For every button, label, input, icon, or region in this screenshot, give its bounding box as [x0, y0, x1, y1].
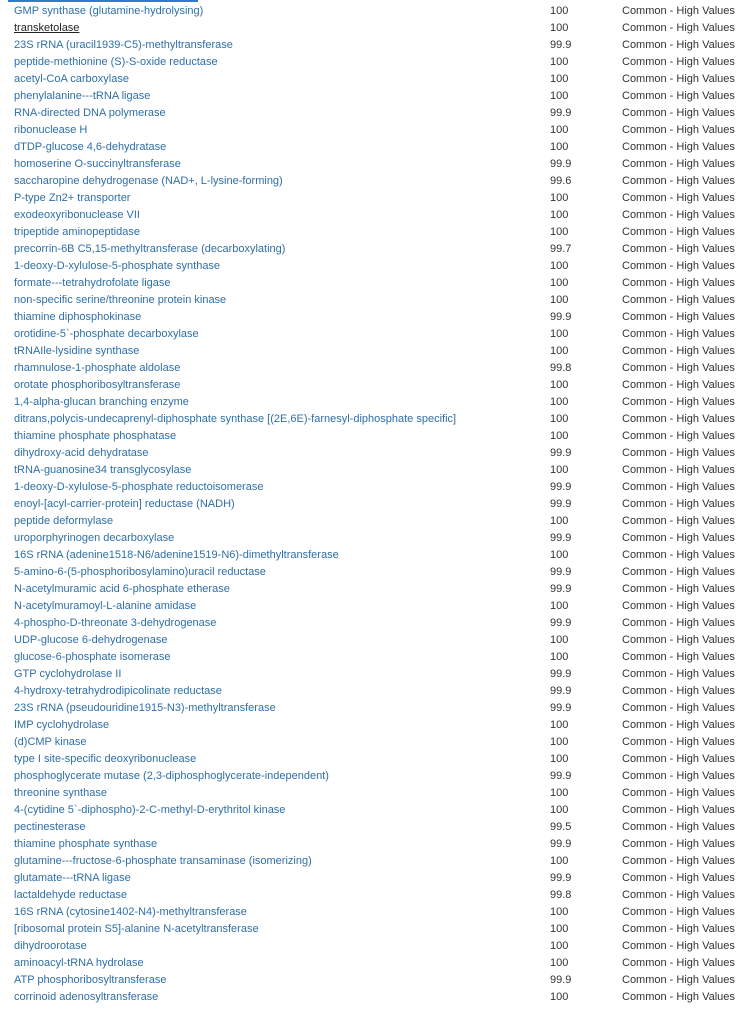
score-value: 100: [550, 787, 569, 799]
score-value: 100: [550, 22, 569, 34]
table-row: [0, 649, 745, 666]
table-row: [0, 989, 745, 1006]
category-label: Common - High Values: [622, 260, 735, 272]
score-value: 99.9: [550, 838, 572, 850]
score-value: 100: [550, 940, 569, 952]
table-row: [0, 190, 745, 207]
score-value: 100: [550, 855, 569, 867]
table-row: [0, 343, 745, 360]
category-label: Common - High Values: [622, 498, 735, 510]
category-label: Common - High Values: [622, 345, 735, 357]
category-label: Common - High Values: [622, 821, 735, 833]
category-label: Common - High Values: [622, 430, 735, 442]
category-label: Common - High Values: [622, 277, 735, 289]
table-row: [0, 326, 745, 343]
category-label: Common - High Values: [622, 668, 735, 680]
table-row: [0, 54, 745, 71]
table-row: [0, 632, 745, 649]
category-label: Common - High Values: [622, 243, 735, 255]
table-row: [0, 904, 745, 921]
score-value: 100: [550, 379, 569, 391]
table-row: [0, 615, 745, 632]
score-value: 100: [550, 328, 569, 340]
category-label: Common - High Values: [622, 362, 735, 374]
category-label: Common - High Values: [622, 617, 735, 629]
table-row: [0, 445, 745, 462]
score-value: 99.9: [550, 685, 572, 697]
category-label: Common - High Values: [622, 396, 735, 408]
score-value: 100: [550, 464, 569, 476]
enzyme-name-link[interactable]: enoyl-[acyl-carrier-protein] reductase (NADH): [14, 498, 235, 510]
score-value: 99.8: [550, 362, 572, 374]
enzyme-name-link[interactable]: glutamine---fructose-6-phosphate transaminase (isomerizing): [14, 855, 312, 867]
enzyme-name-link[interactable]: N-acetylmuramic acid 6-phosphate etherase: [14, 583, 230, 595]
score-value: 99.9: [550, 39, 572, 51]
category-label: Common - High Values: [622, 787, 735, 799]
score-value: 100: [550, 906, 569, 918]
score-value: 99.9: [550, 702, 572, 714]
score-value: 100: [550, 73, 569, 85]
score-value: 100: [550, 430, 569, 442]
enzyme-name-link[interactable]: 5-amino-6-(5-phosphoribosylamino)uracil reductase: [14, 566, 266, 578]
score-value: 99.9: [550, 158, 572, 170]
score-value: 100: [550, 124, 569, 136]
enzyme-name-link[interactable]: uroporphyrinogen decarboxylase: [14, 532, 175, 544]
table-row: [0, 819, 745, 836]
category-label: Common - High Values: [622, 379, 735, 391]
table-row: [0, 938, 745, 955]
enzyme-name-link[interactable]: 1-deoxy-D-xylulose-5-phosphate reductoisomerase: [14, 481, 264, 493]
table-row: [0, 564, 745, 581]
table-row: [0, 360, 745, 377]
enzyme-name-link[interactable]: threonine synthase: [14, 787, 107, 799]
score-value: 99.9: [550, 498, 572, 510]
category-label: Common - High Values: [622, 447, 735, 459]
table-row: [0, 224, 745, 241]
enzyme-name-link[interactable]: formate---tetrahydrofolate ligase: [14, 277, 171, 289]
table-row: [0, 88, 745, 105]
score-value: 100: [550, 209, 569, 221]
table-row: [0, 377, 745, 394]
score-value: 100: [550, 991, 569, 1003]
enzyme-name-link[interactable]: lactaldehyde reductase: [14, 889, 128, 901]
category-label: Common - High Values: [622, 736, 735, 748]
enzyme-name-link[interactable]: UDP-glucose 6-dehydrogenase: [14, 634, 168, 646]
category-label: Common - High Values: [622, 73, 735, 85]
category-label: Common - High Values: [622, 974, 735, 986]
score-value: 100: [550, 413, 569, 425]
table-row: [0, 853, 745, 870]
table-row: [0, 173, 745, 190]
enzyme-name-link[interactable]: (d)CMP kinase: [14, 736, 87, 748]
enzyme-name-link[interactable]: thiamine phosphate synthase: [14, 838, 158, 850]
score-value: 100: [550, 634, 569, 646]
enzyme-name-link[interactable]: tripeptide aminopeptidase: [14, 226, 140, 238]
score-value: 99.9: [550, 311, 572, 323]
table-row: [0, 785, 745, 802]
enzyme-name-link[interactable]: 23S rRNA (pseudouridine1915-N3)-methyltransferase: [14, 702, 276, 714]
table-row: [0, 309, 745, 326]
score-value: 99.5: [550, 821, 572, 833]
enzyme-name-link[interactable]: orotate phosphoribosyltransferase: [14, 379, 181, 391]
category-label: Common - High Values: [622, 226, 735, 238]
score-value: 100: [550, 600, 569, 612]
table-row: [0, 496, 745, 513]
enzyme-name-link[interactable]: IMP cyclohydrolase: [14, 719, 110, 731]
category-label: Common - High Values: [622, 855, 735, 867]
category-label: Common - High Values: [622, 413, 735, 425]
enzyme-name-link[interactable]: tRNAIle-lysidine synthase: [14, 345, 140, 357]
score-value: 99.9: [550, 974, 572, 986]
category-label: Common - High Values: [622, 719, 735, 731]
score-value: 99.9: [550, 532, 572, 544]
enzyme-name-link[interactable]: rhamnulose-1-phosphate aldolase: [14, 362, 181, 374]
enzyme-name-link[interactable]: RNA-directed DNA polymerase: [14, 107, 166, 119]
category-label: Common - High Values: [622, 56, 735, 68]
scroll-indicator-bar: [8, 0, 198, 2]
table-row: [0, 870, 745, 887]
category-label: Common - High Values: [622, 940, 735, 952]
table-row: [0, 3, 745, 20]
enzyme-name-link[interactable]: saccharopine dehydrogenase (NAD+, L-lysine-forming): [14, 175, 283, 187]
enzyme-name-link[interactable]: acetyl-CoA carboxylase: [14, 73, 129, 85]
score-value: 99.9: [550, 566, 572, 578]
score-value: 100: [550, 923, 569, 935]
score-value: 100: [550, 5, 569, 17]
category-label: Common - High Values: [622, 702, 735, 714]
enzyme-name-link[interactable]: dTDP-glucose 4,6-dehydratase: [14, 141, 167, 153]
category-label: Common - High Values: [622, 481, 735, 493]
table-row: [0, 411, 745, 428]
score-value: 99.9: [550, 583, 572, 595]
score-value: 100: [550, 294, 569, 306]
category-label: Common - High Values: [622, 549, 735, 561]
enzyme-table: [0, 3, 745, 1006]
category-label: Common - High Values: [622, 294, 735, 306]
table-row: [0, 666, 745, 683]
category-label: Common - High Values: [622, 464, 735, 476]
category-label: Common - High Values: [622, 5, 735, 17]
category-label: Common - High Values: [622, 566, 735, 578]
score-value: 100: [550, 736, 569, 748]
score-value: 100: [550, 549, 569, 561]
enzyme-name-link[interactable]: [ribosomal protein S5]-alanine N-acetyltransferase: [14, 923, 259, 935]
score-value: 100: [550, 957, 569, 969]
enzyme-name-link[interactable]: peptide-methionine (S)-S-oxide reductase: [14, 56, 218, 68]
category-label: Common - High Values: [622, 753, 735, 765]
category-label: Common - High Values: [622, 90, 735, 102]
table-row: [0, 717, 745, 734]
enzyme-name-link[interactable]: 16S rRNA (adenine1518-N6/adenine1519-N6)-dimethyltransferase: [14, 549, 339, 561]
score-value: 100: [550, 56, 569, 68]
table-row: [0, 122, 745, 139]
table-row: [0, 972, 745, 989]
category-label: Common - High Values: [622, 600, 735, 612]
table-row: [0, 292, 745, 309]
category-label: Common - High Values: [622, 583, 735, 595]
table-row: [0, 105, 745, 122]
table-row: [0, 921, 745, 938]
table-row: [0, 428, 745, 445]
score-value: 99.9: [550, 617, 572, 629]
table-row: [0, 751, 745, 768]
enzyme-name-link[interactable]: ditrans,polycis-undecaprenyl-diphosphate synthase [(2E,6E)-farnesyl-diphosphate specific]: [14, 413, 457, 425]
score-value: 100: [550, 226, 569, 238]
score-value: 99.7: [550, 243, 572, 255]
score-value: 100: [550, 141, 569, 153]
category-label: Common - High Values: [622, 107, 735, 119]
table-row: [0, 734, 745, 751]
enzyme-name-link[interactable]: dihydroorotase: [14, 940, 87, 952]
table-row: [0, 462, 745, 479]
table-row: [0, 20, 745, 37]
enzyme-name-link[interactable]: ribonuclease H: [14, 124, 88, 136]
table-row: [0, 275, 745, 292]
enzyme-name-link[interactable]: 23S rRNA (uracil1939-C5)-methyltransferase: [14, 39, 233, 51]
enzyme-name-link[interactable]: type I site-specific deoxyribonuclease: [14, 753, 197, 765]
score-value: 100: [550, 753, 569, 765]
score-value: 99.6: [550, 175, 572, 187]
table-row: [0, 258, 745, 275]
category-label: Common - High Values: [622, 311, 735, 323]
score-value: 100: [550, 192, 569, 204]
score-value: 100: [550, 719, 569, 731]
enzyme-name-link[interactable]: thiamine phosphate phosphatase: [14, 430, 177, 442]
enzyme-name-link[interactable]: aminoacyl-tRNA hydrolase: [14, 957, 144, 969]
category-label: Common - High Values: [622, 634, 735, 646]
score-value: 100: [550, 90, 569, 102]
table-row: [0, 71, 745, 88]
table-row: [0, 700, 745, 717]
enzyme-name-link[interactable]: N-acetylmuramoyl-L-alanine amidase: [14, 600, 197, 612]
category-label: Common - High Values: [622, 141, 735, 153]
category-label: Common - High Values: [622, 804, 735, 816]
enzyme-name-link[interactable]: GMP synthase (glutamine-hydrolysing): [14, 5, 204, 17]
category-label: Common - High Values: [622, 651, 735, 663]
category-label: Common - High Values: [622, 124, 735, 136]
category-label: Common - High Values: [622, 192, 735, 204]
score-value: 100: [550, 651, 569, 663]
category-label: Common - High Values: [622, 532, 735, 544]
enzyme-name-link[interactable]: 4-hydroxy-tetrahydrodipicolinate reductase: [14, 685, 222, 697]
category-label: Common - High Values: [622, 991, 735, 1003]
enzyme-name-link[interactable]: exodeoxyribonuclease VII: [14, 209, 140, 221]
enzyme-name-link[interactable]: P-type Zn2+ transporter: [14, 192, 131, 204]
enzyme-name-link[interactable]: dihydroxy-acid dehydratase: [14, 447, 149, 459]
table-row: [0, 598, 745, 615]
score-value: 100: [550, 345, 569, 357]
table-row: [0, 683, 745, 700]
score-value: 100: [550, 277, 569, 289]
table-row: [0, 207, 745, 224]
enzyme-name-link[interactable]: ATP phosphoribosyltransferase: [14, 974, 167, 986]
score-value: 99.9: [550, 447, 572, 459]
table-row: [0, 37, 745, 54]
enzyme-name-link[interactable]: 16S rRNA (cytosine1402-N4)-methyltransferase: [14, 906, 247, 918]
table-row: [0, 530, 745, 547]
table-row: [0, 581, 745, 598]
table-row: [0, 887, 745, 904]
category-label: Common - High Values: [622, 685, 735, 697]
score-value: 100: [550, 260, 569, 272]
category-label: Common - High Values: [622, 906, 735, 918]
category-label: Common - High Values: [622, 158, 735, 170]
table-row: [0, 836, 745, 853]
enzyme-name-link[interactable]: glutamate---tRNA ligase: [14, 872, 131, 884]
score-value: 99.9: [550, 107, 572, 119]
score-value: 99.9: [550, 481, 572, 493]
score-value: 99.9: [550, 770, 572, 782]
enzyme-name-link[interactable]: thiamine diphosphokinase: [14, 311, 142, 323]
enzyme-name-link[interactable]: orotidine-5`-phosphate decarboxylase: [14, 328, 199, 340]
table-row: [0, 802, 745, 819]
enzyme-name-link[interactable]: tRNA-guanosine34 transglycosylase: [14, 464, 192, 476]
category-label: Common - High Values: [622, 209, 735, 221]
enzyme-name-link[interactable]: glucose-6-phosphate isomerase: [14, 651, 171, 663]
category-label: Common - High Values: [622, 770, 735, 782]
category-label: Common - High Values: [622, 22, 735, 34]
score-value: 99.9: [550, 872, 572, 884]
enzyme-name-link[interactable]: 1-deoxy-D-xylulose-5-phosphate synthase: [14, 260, 221, 272]
category-label: Common - High Values: [622, 328, 735, 340]
enzyme-name-link[interactable]: 1,4-alpha-glucan branching enzyme: [14, 396, 189, 408]
enzyme-name-link[interactable]: phosphoglycerate mutase (2,3-diphosphoglycerate-independent): [14, 770, 329, 782]
table-row: [0, 156, 745, 173]
category-label: Common - High Values: [622, 515, 735, 527]
enzyme-name-link[interactable]: phenylalanine---tRNA ligase: [14, 90, 151, 102]
enzyme-name-link[interactable]: 4-(cytidine 5`-diphospho)-2-C-methyl-D-erythritol kinase: [14, 804, 286, 816]
enzyme-name-link[interactable]: homoserine O-succinyltransferase: [14, 158, 181, 170]
score-value: 99.8: [550, 889, 572, 901]
table-row: [0, 479, 745, 496]
category-label: Common - High Values: [622, 923, 735, 935]
category-label: Common - High Values: [622, 39, 735, 51]
enzyme-name-link[interactable]: precorrin-6B C5,15-methyltransferase (decarboxylating): [14, 243, 286, 255]
enzyme-name-link[interactable]: peptide deformylase: [14, 515, 114, 527]
score-value: 99.9: [550, 668, 572, 680]
table-row: [0, 241, 745, 258]
score-value: 100: [550, 804, 569, 816]
enzyme-name-link[interactable]: transketolase: [14, 22, 80, 34]
category-label: Common - High Values: [622, 872, 735, 884]
category-label: Common - High Values: [622, 838, 735, 850]
score-value: 100: [550, 396, 569, 408]
category-label: Common - High Values: [622, 175, 735, 187]
enzyme-name-link[interactable]: GTP cyclohydrolase II: [14, 668, 122, 680]
category-label: Common - High Values: [622, 957, 735, 969]
category-label: Common - High Values: [622, 889, 735, 901]
table-row: [0, 547, 745, 564]
enzyme-name-link[interactable]: corrinoid adenosyltransferase: [14, 991, 159, 1003]
table-row: [0, 513, 745, 530]
table-row: [0, 768, 745, 785]
table-row: [0, 394, 745, 411]
enzyme-name-link[interactable]: pectinesterase: [14, 821, 86, 833]
enzyme-name-link[interactable]: 4-phospho-D-threonate 3-dehydrogenase: [14, 617, 217, 629]
enzyme-name-link[interactable]: non-specific serine/threonine protein kinase: [14, 294, 227, 306]
score-value: 100: [550, 515, 569, 527]
table-row: [0, 955, 745, 972]
table-row: [0, 139, 745, 156]
